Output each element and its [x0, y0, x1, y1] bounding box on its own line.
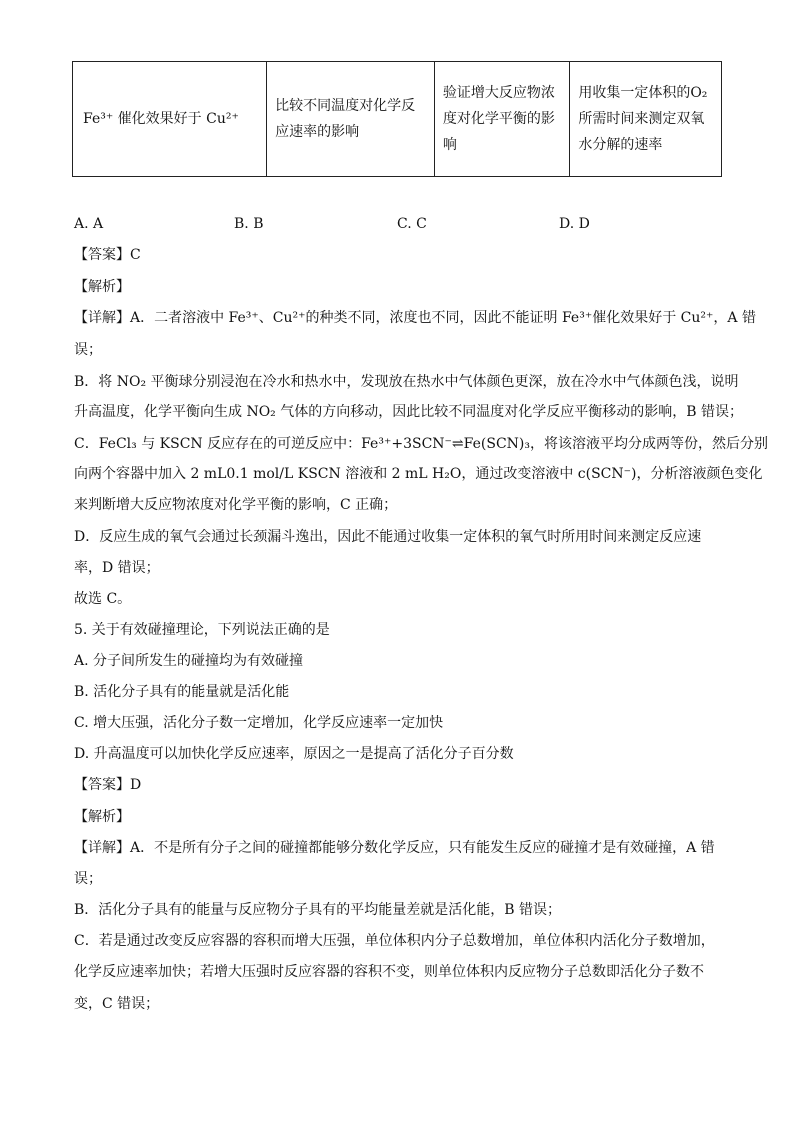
q5-detail-b: B．活化分子具有的能量与反应物分子具有的平均能量差就是活化能，B 错误； [74, 902, 562, 918]
table-cell-d: 用收集一定体积的O₂所需时间来测定双氧水分解的速率 [570, 62, 722, 177]
q4-detail-a-line1: 【详解】A．二者溶液中 Fe³⁺、Cu²⁺的种类不同，浓度也不同，因此不能证明 Fe³⁺催化效果好于 Cu²⁺，A 错 [74, 310, 756, 326]
table-row [73, 62, 722, 177]
table-cell-a: Fe³⁺ 催化效果好于 Cu²⁺ [73, 62, 267, 177]
q5-option-b: B. 活化分子具有的能量就是活化能 [74, 684, 290, 700]
q5-analysis-heading: 【解析】 [74, 809, 130, 825]
q4-choices [74, 214, 724, 234]
choice-a: A. A [74, 216, 104, 232]
q5-option-d: D. 升高温度可以加快化学反应速率，原因之一是提高了活化分子百分数 [74, 746, 514, 762]
choice-c: C. C [397, 216, 427, 232]
q4-detail-c-line1: C．FeCl₃ 与 KSCN 反应存在的可逆反应中：Fe³⁺+3SCN⁻⇌Fe(SCN)₃，将该溶液平均分成两等份，然后分别 [74, 436, 768, 452]
q4-conclusion: 故选 C。 [74, 591, 132, 607]
q4-detail-a-line2: 误； [74, 342, 102, 358]
q4-detail-b-line1: B．将 NO₂ 平衡球分别浸泡在冷水和热水中，发现放在热水中气体颜色更深，放在冷水中气体颜色浅，说明 [74, 374, 739, 390]
q5-detail-a-line1: 【详解】A．不是所有分子之间的碰撞都能够分数化学反应，只有能发生反应的碰撞才是有效碰撞，A 错 [74, 840, 715, 856]
q4-analysis-heading: 【解析】 [74, 279, 130, 295]
choice-d: D. D [559, 216, 590, 232]
table-cell-c: 验证增大反应物浓度对化学平衡的影响 [434, 62, 569, 177]
q5-answer: 【答案】D [74, 777, 142, 793]
q5-detail-c-line1: C．若是通过改变反应容器的容积而增大压强，单位体积内分子总数增加，单位体积内活化分子数增加， [74, 933, 715, 949]
q5-stem: 5. 关于有效碰撞理论，下列说法正确的是 [74, 622, 330, 638]
table-cell-b: 比较不同温度对化学反应速率的影响 [267, 62, 435, 177]
q4-answer: 【答案】C [74, 247, 141, 263]
q5-option-c: C. 增大压强，活化分子数一定增加，化学反应速率一定加快 [74, 715, 444, 731]
options-table [72, 61, 722, 177]
q4-detail-c-line3: 来判断增大反应物浓度对化学平衡的影响，C 正确； [74, 497, 398, 513]
q4-detail-d-line1: D．反应生成的氧气会通过长颈漏斗逸出，因此不能通过收集一定体积的氧气时所用时间来测定反应速 [74, 529, 702, 545]
q5-detail-c-line3: 变，C 错误； [74, 996, 160, 1012]
q5-detail-a-line2: 误； [74, 871, 102, 887]
q4-detail-b-line2: 升高温度，化学平衡向生成 NO₂ 气体的方向移动，因此比较不同温度对化学反应平衡移动的影响，B 错误； [74, 404, 743, 420]
q4-detail-d-line2: 率，D 错误； [74, 560, 160, 576]
q5-detail-c-line2: 化学反应速率加快；若增大压强时反应容器的容积不变，则单位体积内反应物分子总数即活化分子数不 [74, 964, 704, 980]
q5-option-a: A. 分子间所发生的碰撞均为有效碰撞 [74, 653, 304, 669]
choice-b: B. B [234, 216, 264, 232]
q4-detail-c-line2: 向两个容器中加入 2 mL0.1 mol/L KSCN 溶液和 2 mL H₂O，通过改变溶液中 c(SCN⁻)，分析溶液颜色变化 [74, 466, 763, 482]
